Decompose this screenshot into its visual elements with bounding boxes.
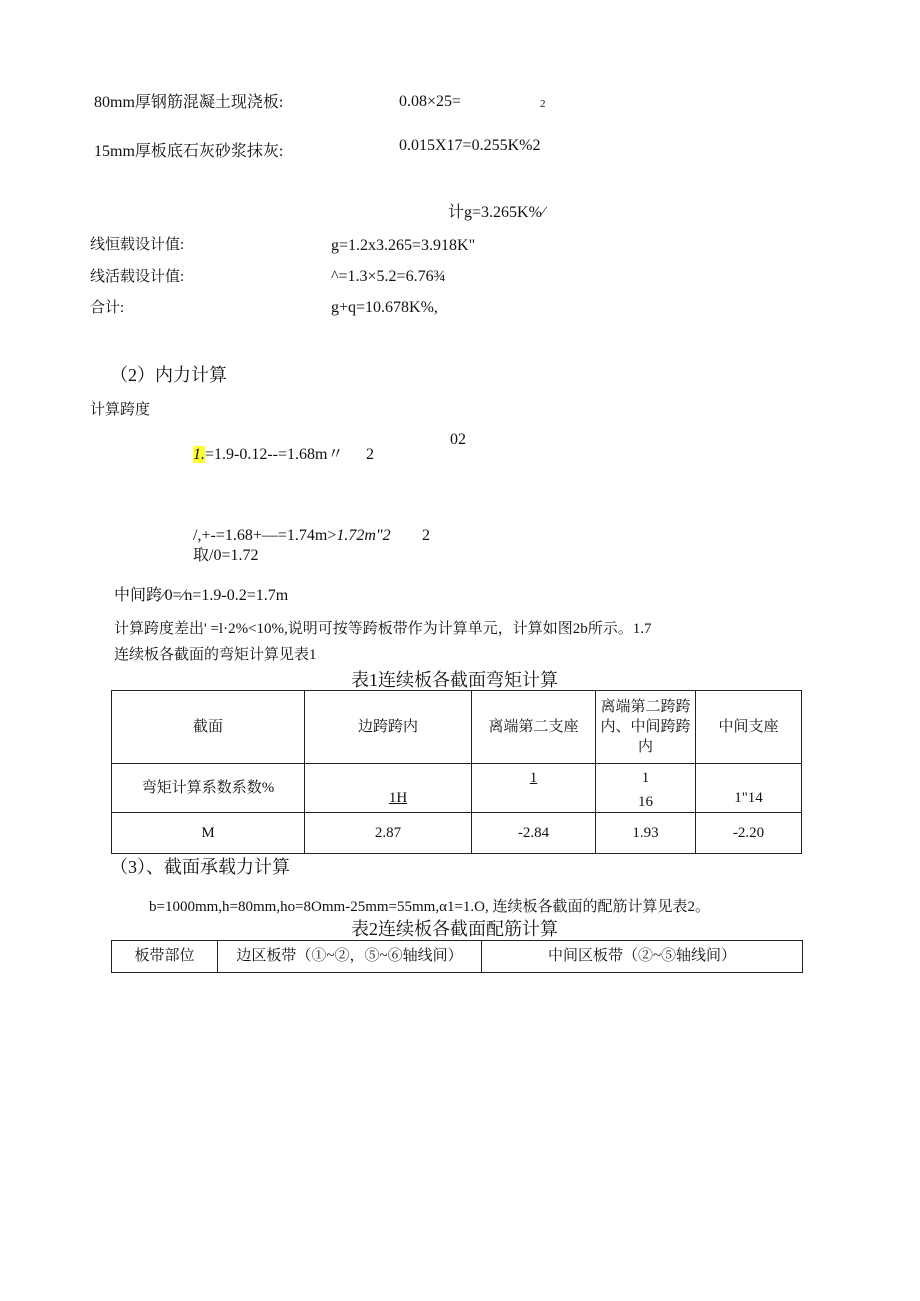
formula2-denominator: 2 (422, 527, 430, 544)
table-row (112, 941, 803, 973)
dead-load-design-label: 线恒载设计值: (90, 237, 185, 253)
calc-span-label: 计算跨度 (90, 402, 151, 418)
table-header-cell: 中间支座 (696, 691, 802, 764)
table-row (112, 764, 802, 813)
total-dead-load: 计g=3.265K%⁄ (448, 204, 545, 221)
coef-value-bottom: 16 (638, 794, 653, 810)
formula1-body: =1.9-0.12--=1.68m〃 (205, 446, 344, 463)
table-header-cell: 离端第二支座 (472, 691, 596, 764)
coef-value: 1"14 (734, 790, 763, 806)
coef-value-text: 1H (388, 790, 408, 806)
moment-value-cell: 2.87 (305, 813, 472, 854)
coef-label-cell: 弯矩计算系数系数% (112, 764, 305, 813)
reinforcement-table (111, 940, 803, 973)
formula2-line (193, 528, 391, 544)
table-header-cell: 截面 (112, 691, 305, 764)
section-params: b=1000mm,h=80mm,ho=8Omm-25mm=55mm,α1=1.O, 连续板各截面的配筋计算见表2。 (149, 899, 710, 915)
span-diff-text: 计算跨度差出' =l·2%<10%,说明可按等跨板带作为计算单元，计算如图2b所示。1.7 (114, 621, 652, 637)
formula2-body: /,+-=1.68+—=1.74m> (193, 527, 337, 544)
coef-value: 1 (529, 770, 538, 786)
table2-title: 表2连续板各截面配筋计算 (351, 919, 558, 939)
coef-cell (596, 764, 696, 813)
moment-label-cell: M (112, 813, 305, 854)
table-row (112, 813, 802, 854)
table-header-cell: 边跨跨内 (305, 691, 472, 764)
slab-load-label: 80mm厚钢筋混凝土现浇板: (94, 94, 284, 111)
sum-value: g+q=10.678K%, (331, 299, 438, 316)
table-header-cell: 边区板带（①~②，⑤~⑥轴线间） (218, 941, 482, 973)
table-row (112, 691, 802, 764)
formula2-take: 取/0=1.72 (193, 547, 259, 564)
coef-value-top: 1 (641, 770, 650, 786)
live-load-design-value: ^=1.3×5.2=6.76¾ (331, 268, 446, 285)
formula2-italic: 1.72m"2 (336, 527, 391, 544)
formula1-denominator: 2 (366, 446, 374, 463)
dead-load-design-value: g=1.2x3.265=3.918K" (331, 237, 476, 254)
table1-title: 表1连续板各截面弯矩计算 (351, 670, 558, 690)
moment-value-cell: 1.93 (596, 813, 696, 854)
section-3-heading: （3）、截面承载力计算 (110, 857, 290, 877)
table-header-cell: 中间区板带（②~⑤轴线间） (482, 941, 803, 973)
formula1-highlight-mark: 1. (193, 446, 205, 463)
plaster-load-value: 0.015X17=0.255K%2 (399, 137, 541, 154)
coef-cell (305, 764, 472, 813)
sum-label: 合计: (90, 300, 125, 316)
live-load-design-label: 线活载设计值: (90, 269, 185, 285)
table-header-cell: 离端第二跨跨内、中间跨跨内 (596, 691, 696, 764)
moment-value-cell: -2.20 (696, 813, 802, 854)
middle-span-text: 中间跨⁄0=⁄n=1.9-0.2=1.7m (114, 587, 289, 604)
formula1-numerator: 02 (450, 431, 466, 448)
section-2-heading: （2）内力计算 (110, 365, 227, 385)
slab-load-value: 0.08×25= (399, 93, 462, 110)
table-header-cell: 板带部位 (112, 941, 218, 973)
moment-value-cell: -2.84 (472, 813, 596, 854)
plaster-load-label: 15mm厚板底石灰砂浆抹灰: (94, 143, 284, 160)
coef-cell (696, 764, 802, 813)
formula1-line (193, 447, 343, 463)
coef-cell (472, 764, 596, 813)
slab-load-superscript: 2 (540, 98, 546, 110)
moment-table (111, 690, 802, 854)
see-table1-text: 连续板各截面的弯矩计算见表1 (114, 647, 317, 663)
coef-value (325, 788, 471, 808)
